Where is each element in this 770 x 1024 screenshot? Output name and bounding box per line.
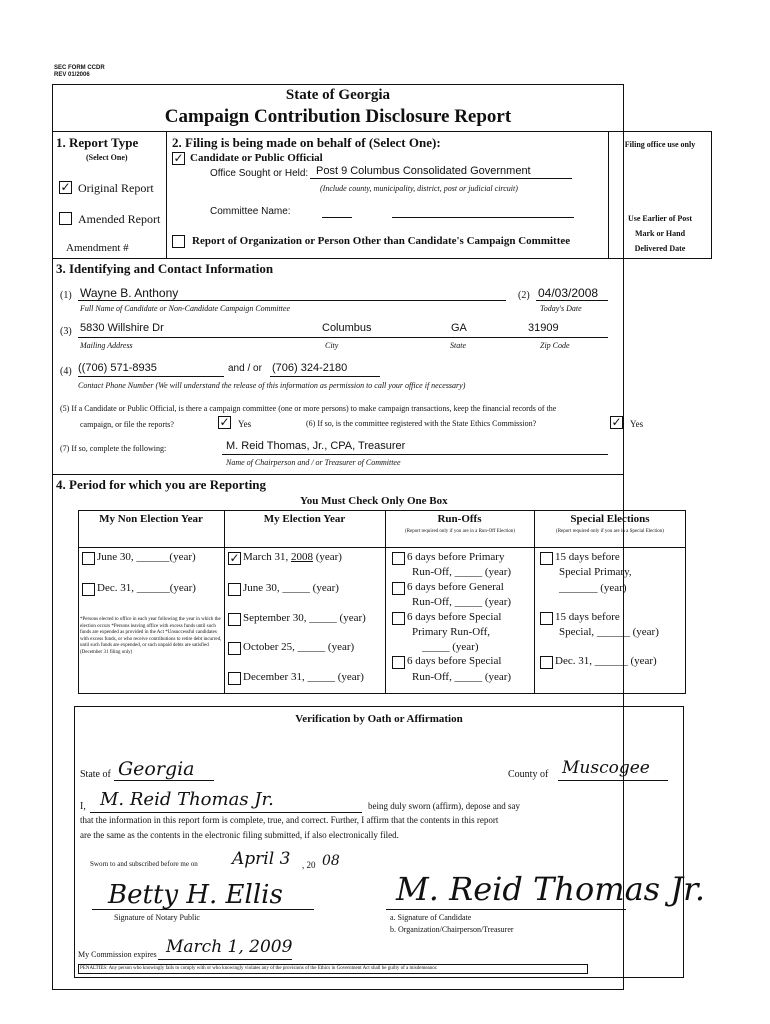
office-line <box>310 178 572 179</box>
sec1-select: (Select One) <box>86 153 128 162</box>
registered-yes-label: Yes <box>630 419 644 429</box>
notary-label: Signature of Notary Public <box>114 913 200 922</box>
filing-label: Filing office use only <box>624 140 696 149</box>
col-election: My Election Year <box>263 513 346 525</box>
non-dec-checkbox[interactable] <box>82 583 95 596</box>
name-label: Full Name of Candidate or Non-Candidate Campaign Committee <box>80 304 290 313</box>
col-runoffs: Run-Offs <box>437 513 482 525</box>
el-june-label: June 30, _____ (year) <box>243 582 339 594</box>
question-5: (5) If a Candidate or Public Official, is there a campaign committee (one or more persons) to make campaign transactions, keep the financial records of the <box>60 404 557 413</box>
question-5-cont: campaign, or file the reports? <box>80 420 174 429</box>
ro-primary-year: Run-Off, _____ (year) <box>412 566 512 578</box>
ro-special-checkbox[interactable] <box>392 656 405 669</box>
ro-special-primary-year: _____ (year) <box>422 641 479 653</box>
sp-primary-sub: Special Primary, <box>559 566 632 578</box>
office-label: Office Sought or Held: <box>210 168 309 179</box>
address-label: Mailing Address <box>80 341 133 350</box>
sec4-heading: 4. Period for which you are Reporting <box>56 477 267 492</box>
col-non-election: My Non Election Year <box>99 513 203 525</box>
other-report-checkbox[interactable] <box>172 235 185 248</box>
divider <box>78 547 686 548</box>
question-6: (6) If so, is the committee registered with the State Ethics Commission? <box>306 419 537 428</box>
affiant-signature[interactable]: M. Reid Thomas Jr. <box>100 789 274 810</box>
el-oct-checkbox[interactable] <box>228 642 241 655</box>
ro-general-year: Run-Off, _____ (year) <box>412 596 512 608</box>
commission-label: My Commission expires <box>78 950 157 959</box>
el-oct-label: October 25, _____ (year) <box>243 641 355 653</box>
phone-2-line <box>270 376 380 377</box>
amendment-label: Amendment # <box>66 242 129 254</box>
el-march-checkbox[interactable]: ✓ <box>229 551 240 565</box>
and-or-label: and / or <box>228 363 262 374</box>
name-line <box>78 300 506 301</box>
must-check: You Must Check Only One Box <box>300 495 448 507</box>
phone-2[interactable]: (706) 324-2180 <box>272 362 348 374</box>
state-title: State of Georgia <box>285 87 391 103</box>
address-line <box>78 337 608 338</box>
committee-line[interactable] <box>322 217 352 218</box>
phone-1[interactable]: ((706) 571-8935 <box>78 362 157 374</box>
sp-dec-label: Dec. 31, ______ (year) <box>555 655 657 667</box>
ro-general-checkbox[interactable] <box>392 582 405 595</box>
item-2-number: (2) <box>518 290 530 301</box>
affiant-line <box>90 812 362 813</box>
item-1-number: (1) <box>60 290 72 301</box>
committee-yes-checkbox[interactable]: ✓ <box>219 415 230 429</box>
original-report-checkbox[interactable]: ✓ <box>60 180 71 194</box>
address-value[interactable]: 5830 Willshire Dr <box>80 322 164 334</box>
sworn-date-signature[interactable]: April 3 <box>232 849 291 869</box>
sp-primary-label: 15 days before <box>555 551 620 563</box>
el-dec-checkbox[interactable] <box>228 672 241 685</box>
col-special: Special Elections <box>570 513 650 525</box>
chairperson-value[interactable]: M. Reid Thomas, Jr., CPA, Treasurer <box>226 440 406 452</box>
zip-value[interactable]: 31909 <box>528 322 559 334</box>
notary-line <box>92 909 314 910</box>
el-june-checkbox[interactable] <box>228 583 241 596</box>
sp-special-label: 15 days before <box>555 611 620 623</box>
org-sig-label: b. Organization/Chairperson/Treasurer <box>390 925 514 934</box>
filing-delivered: Delivered Date <box>634 244 686 253</box>
el-sept-checkbox[interactable] <box>228 613 241 626</box>
sec3-heading: 3. Identifying and Contact Information <box>56 261 274 276</box>
county-of-signature[interactable]: Muscogee <box>562 758 650 778</box>
candidate-sig-label: a. Signature of Candidate <box>390 913 472 922</box>
amended-report-checkbox[interactable] <box>59 212 72 225</box>
office-value[interactable]: Post 9 Columbus Consolidated Government <box>316 165 531 177</box>
divider <box>385 510 386 694</box>
date-line <box>536 300 608 301</box>
committee-yes-label: Yes <box>238 419 252 429</box>
penalties-text: PENALTIES: Any person who knowingly fails to comply with or who knowingly violates any of the provisions of the Ethics in Government Act shall be guilty of a misdemeanor. <box>80 966 438 971</box>
amended-report-label: Amended Report <box>78 212 161 226</box>
item-3-number: (3) <box>60 326 72 337</box>
county-of-label: County of <box>508 769 549 780</box>
notary-signature[interactable]: Betty H. Ellis <box>108 880 283 910</box>
candidate-line <box>386 909 626 910</box>
divider <box>52 474 624 475</box>
divider <box>224 510 225 694</box>
county-line <box>558 780 668 781</box>
sp-special-checkbox[interactable] <box>540 612 553 625</box>
divider <box>52 131 624 132</box>
ro-special-primary-sub: Primary Run-Off, <box>412 626 491 638</box>
state-value[interactable]: GA <box>451 322 467 334</box>
verification-heading: Verification by Oath or Affirmation <box>295 713 463 725</box>
ro-primary-label: 6 days before Primary <box>407 551 505 563</box>
candidate-checkbox[interactable]: ✓ <box>173 151 184 165</box>
committee-label: Committee Name: <box>210 206 291 217</box>
el-sept-label: September 30, _____ (year) <box>243 612 366 624</box>
el-march-text: March 31, <box>243 551 291 563</box>
todays-date[interactable]: 04/03/2008 <box>538 286 599 300</box>
state-line <box>114 780 214 781</box>
commission-line <box>158 959 292 960</box>
sp-dec-checkbox[interactable] <box>540 656 553 669</box>
form-rev: REV 01/2006 <box>54 72 90 78</box>
el-march-year[interactable]: 2008 <box>290 551 313 563</box>
question-7: (7) If so, complete the following: <box>60 444 167 453</box>
form-title: Campaign Contribution Disclosure Report <box>164 106 512 127</box>
candidate-label: Candidate or Public Official <box>190 152 323 164</box>
original-report-label: Original Report <box>78 181 154 195</box>
city-label: City <box>325 341 339 350</box>
col-special-note: (Report required only if you are in a Special Election) <box>556 529 664 534</box>
zip-label: Zip Code <box>540 341 570 350</box>
state-of-label: State of <box>80 769 111 780</box>
ro-primary-checkbox[interactable] <box>392 552 405 565</box>
sworn-year-signature[interactable]: 08 <box>322 853 340 869</box>
sworn-year-label: , 20 <box>302 860 316 870</box>
commission-signature[interactable]: March 1, 2009 <box>166 937 293 957</box>
filing-earlier: Use Earlier of Post <box>627 214 693 223</box>
committee-line[interactable] <box>392 217 574 218</box>
el-march-suffix: (year) <box>312 551 342 563</box>
divider <box>534 510 535 694</box>
ro-special-year: Run-Off, _____ (year) <box>412 671 512 683</box>
form-code: SEC FORM CCDR <box>54 65 105 71</box>
candidate-signature[interactable]: M. Reid Thomas Jr. <box>396 870 706 908</box>
phone-1-line <box>78 376 224 377</box>
el-dec-label: December 31, _____ (year) <box>243 671 364 683</box>
non-june-checkbox[interactable] <box>82 552 95 565</box>
candidate-name[interactable]: Wayne B. Anthony <box>80 286 179 300</box>
filing-box <box>608 131 712 259</box>
sp-special-year: Special, ______ (year) <box>559 626 659 638</box>
filing-mark: Mark or Hand <box>634 229 686 238</box>
ro-general-label: 6 days before General <box>407 581 504 593</box>
non-dec-label: Dec. 31, ______(year) <box>97 582 196 594</box>
verification-text-1: that the information in this report form is complete, true, and correct. Further, I affirm that the contents in this report <box>80 815 499 825</box>
chair-line <box>222 454 608 455</box>
non-election-note: *Persons elected to office in each year following the year in which the election occurs *Persons leaving office with excess funds until such funds are expended as provided in the Act *Unsuccessful candidates with excess funds, or who receive contributions to retire debt incurred, until such funds are expended, or such unpaid debts are satisfied (December 31 filing only) <box>80 617 222 655</box>
city-value[interactable]: Columbus <box>322 322 372 334</box>
i-label: I, <box>80 801 86 812</box>
date-label: Today's Date <box>540 304 582 313</box>
office-note: (Include county, municipality, district, post or judicial circuit) <box>320 184 518 193</box>
sworn-subscribed-label: Sworn to and subscribed before me on <box>90 860 198 868</box>
state-of-signature[interactable]: Georgia <box>118 758 195 780</box>
divider <box>166 131 167 259</box>
el-march-label <box>243 551 342 563</box>
registered-yes-checkbox[interactable]: ✓ <box>611 415 622 429</box>
ro-special-primary-checkbox[interactable] <box>392 612 405 625</box>
chair-label: Name of Chairperson and / or Treasurer of Committee <box>226 458 401 467</box>
col-runoffs-note: (Report required only if you are in a Run-Off Election) <box>404 529 515 534</box>
verification-text-2: are the same as the contents in the electronic filing submitted, if also electronically filed. <box>80 830 399 840</box>
sec1-heading: 1. Report Type <box>56 135 139 150</box>
sp-primary-year: _______ (year) <box>559 582 627 594</box>
non-june-label: June 30, ______(year) <box>97 551 196 563</box>
sworn-text: being duly sworn (affirm), depose and say <box>368 801 521 811</box>
other-report-label: Report of Organization or Person Other than Candidate's Campaign Committee <box>192 235 571 247</box>
item-4-number: (4) <box>60 366 72 377</box>
state-label: State <box>450 341 466 350</box>
ro-special-primary-label: 6 days before Special <box>407 611 502 623</box>
phone-note: Contact Phone Number (We will understand the release of this information as permission to call your office if necessary) <box>78 381 466 390</box>
divider <box>52 258 624 259</box>
sp-primary-checkbox[interactable] <box>540 552 553 565</box>
ro-special-label: 6 days before Special <box>407 655 502 667</box>
sec2-heading: 2. Filing is being made on behalf of (Select One): <box>172 135 441 150</box>
